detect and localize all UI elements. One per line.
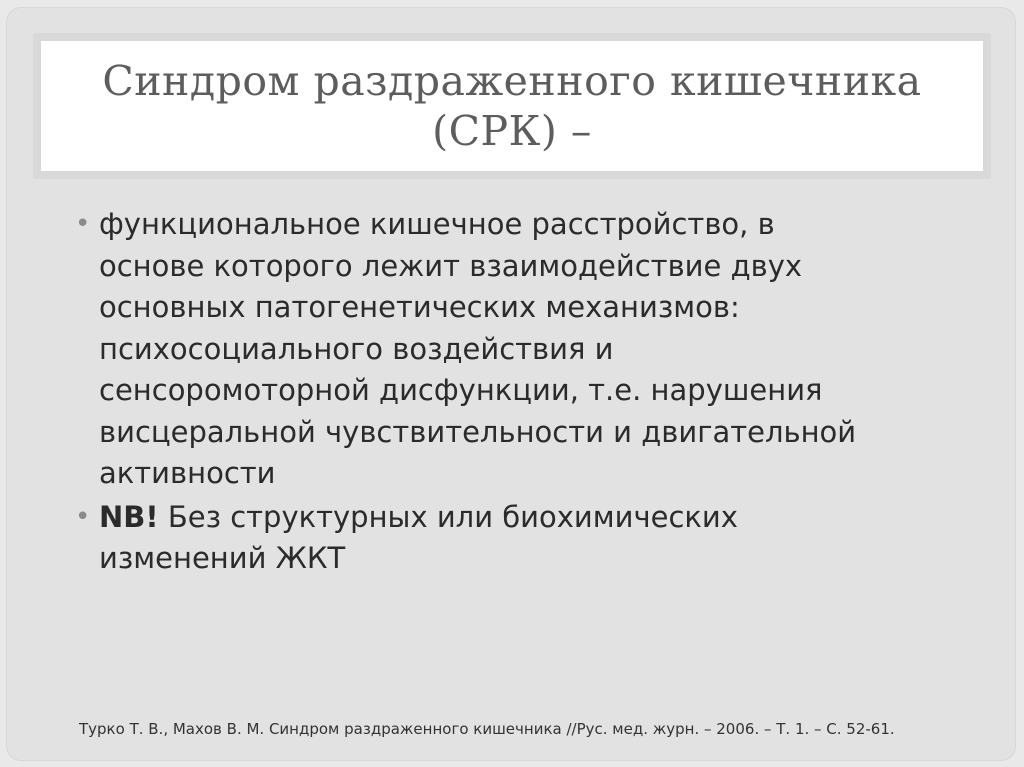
bullet-line: основе которого лежит взаимодействие двух [99,248,803,283]
bullet-item-nb [75,497,955,580]
bullet-line [99,497,955,539]
bullet-text: Без структурных или биохимических [158,499,738,534]
bullet-line: психосоциального воздействия и [99,331,614,366]
slide [7,8,1015,760]
title-frame [33,33,991,179]
bullet-dot-icon: • [75,501,91,532]
title-panel [41,41,983,171]
bullet-line: сенсоромоторной дисфункции, т.е. нарушения [99,373,823,407]
citation-footnote: Турко Т. В., Махов В. М. Синдром раздраженного кишечника //Рус. мед. журн. – 2006. – Т. 1. – С. 52-61. [79,720,895,738]
bullet-line: изменений ЖКТ [99,541,346,575]
nb-label: NB! [99,499,159,534]
bullet-line: функциональное кишечное расстройство, в [99,207,775,241]
bullet-line: активности [99,456,276,490]
bullet-list [75,204,955,582]
slide-title-line-2: (СРК) – [432,107,592,155]
slide-title-line-1: Синдром раздраженного кишечника [102,57,922,105]
bullet-line: висцеральной чувствительности и двигательной [99,414,857,449]
bullet-item-definition [75,204,955,495]
bullet-line: основных патогенетических механизмов: [99,290,740,324]
bullet-dot-icon: • [75,209,91,239]
